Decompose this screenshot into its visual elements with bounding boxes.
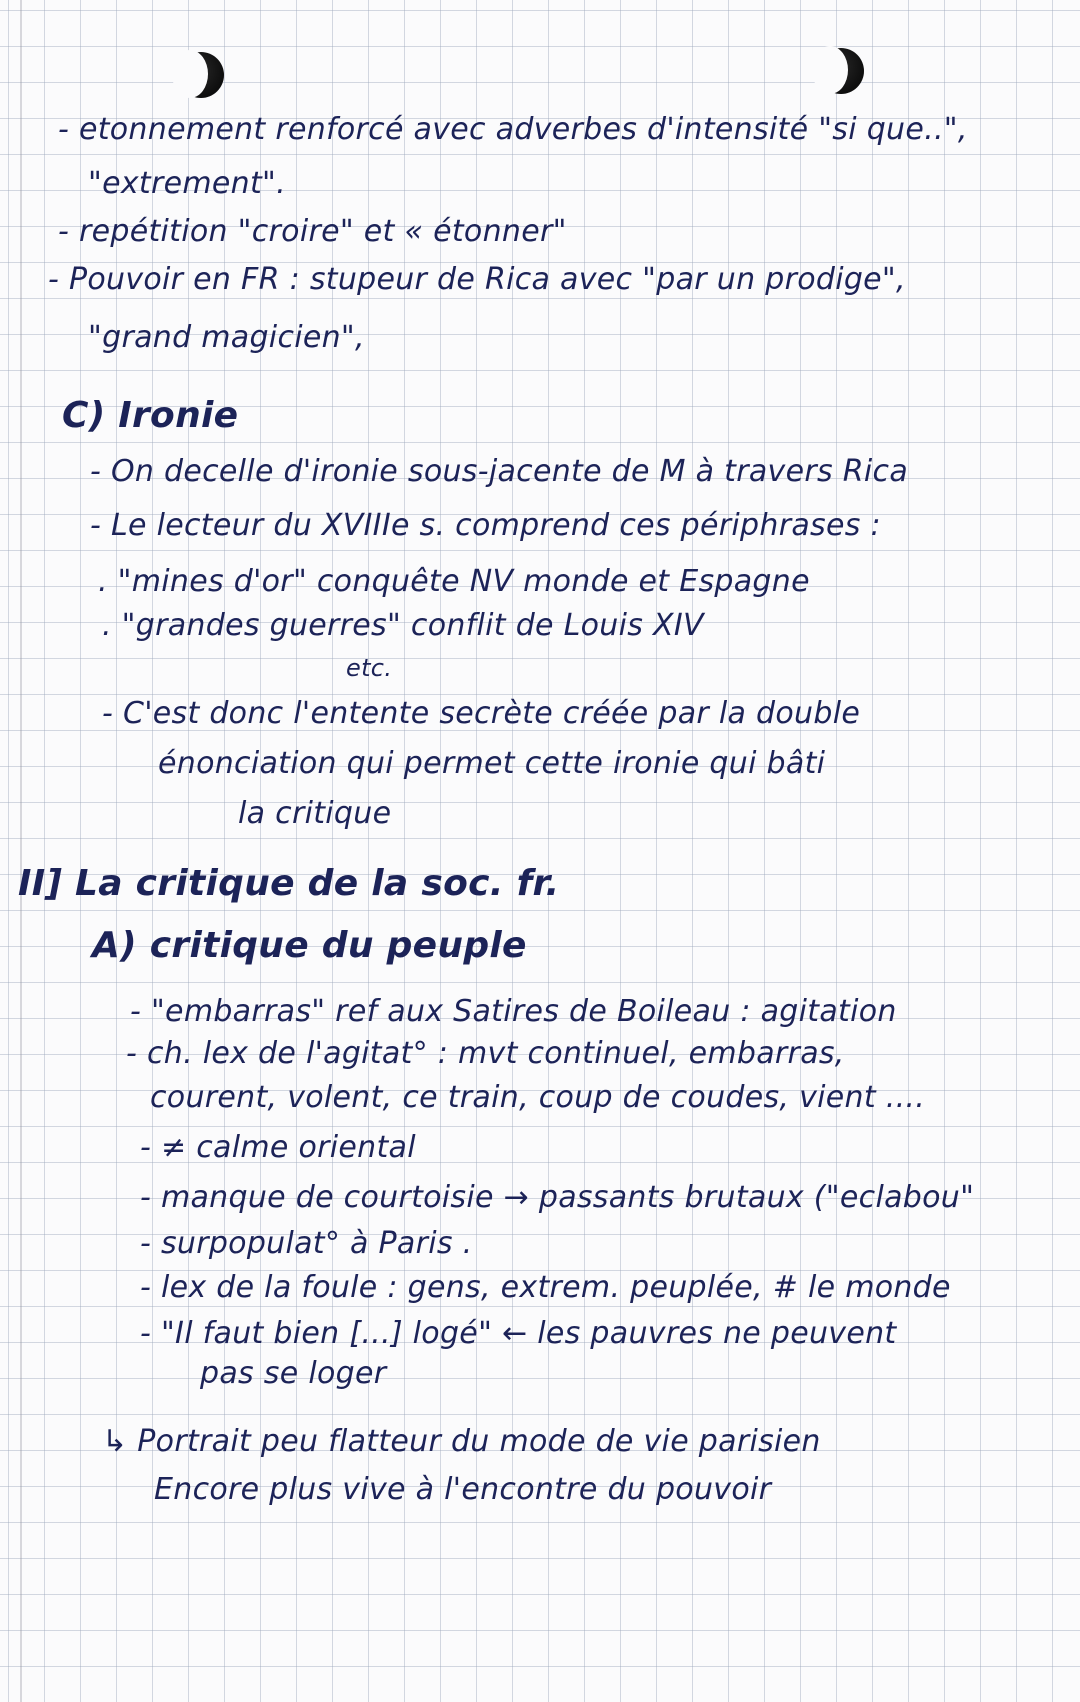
note-line: - Le lecteur du XVIIIe s. comprend ces périphrases : — [90, 508, 881, 543]
note-line: . "mines d'or" conquête NV monde et Espagne — [98, 564, 810, 599]
note-line: Encore plus vive à l'encontre du pouvoir — [154, 1472, 772, 1507]
margin-line — [20, 0, 22, 1702]
note-line: "extrement". — [88, 166, 286, 201]
note-line: - ch. lex de l'agitat° : mvt continuel, embarras, — [126, 1036, 845, 1071]
note-line: - lex de la foule : gens, extrem. peuplée, # le monde — [140, 1270, 951, 1305]
note-line: - manque de courtoisie → passants brutaux ("eclabou" — [140, 1180, 975, 1215]
subsection-heading: A) critique du peuple — [92, 925, 527, 966]
note-line: - "Il faut bien [...] logé" ← les pauvres ne peuvent — [140, 1316, 897, 1351]
note-line: - etonnement renforcé avec adverbes d'intensité "si que..", — [58, 112, 968, 147]
note-line: - surpopulat° à Paris . — [140, 1226, 473, 1261]
note-line: . "grandes guerres" conflit de Louis XIV — [102, 608, 704, 643]
note-line: etc. — [346, 654, 393, 682]
note-line: - C'est donc l'entente secrète créée par la double — [102, 696, 861, 731]
note-line: "grand magicien", — [88, 320, 365, 355]
note-line: - Pouvoir en FR : stupeur de Rica avec "par un prodige", — [48, 262, 906, 297]
note-line: - repétition "croire" et « étonner" — [58, 214, 567, 249]
note-line: - On decelle d'ironie sous-jacente de M à travers Rica — [90, 454, 909, 489]
note-line: - ≠ calme oriental — [140, 1130, 416, 1165]
note-line: ↳ Portrait peu flatteur du mode de vie parisien — [102, 1424, 821, 1459]
note-line: pas se loger — [200, 1356, 387, 1391]
section-heading: II] La critique de la soc. fr. — [18, 863, 560, 904]
note-line: courent, volent, ce train, coup de coudes, vient .... — [150, 1080, 926, 1115]
section-heading: C) Ironie — [62, 395, 239, 436]
note-line: la critique — [238, 796, 392, 831]
note-line: - "embarras" ref aux Satires de Boileau : agitation — [130, 994, 897, 1029]
binder-hole-left — [178, 52, 224, 98]
note-line: énonciation qui permet cette ironie qui bâti — [158, 746, 826, 781]
binder-hole-right — [818, 48, 864, 94]
